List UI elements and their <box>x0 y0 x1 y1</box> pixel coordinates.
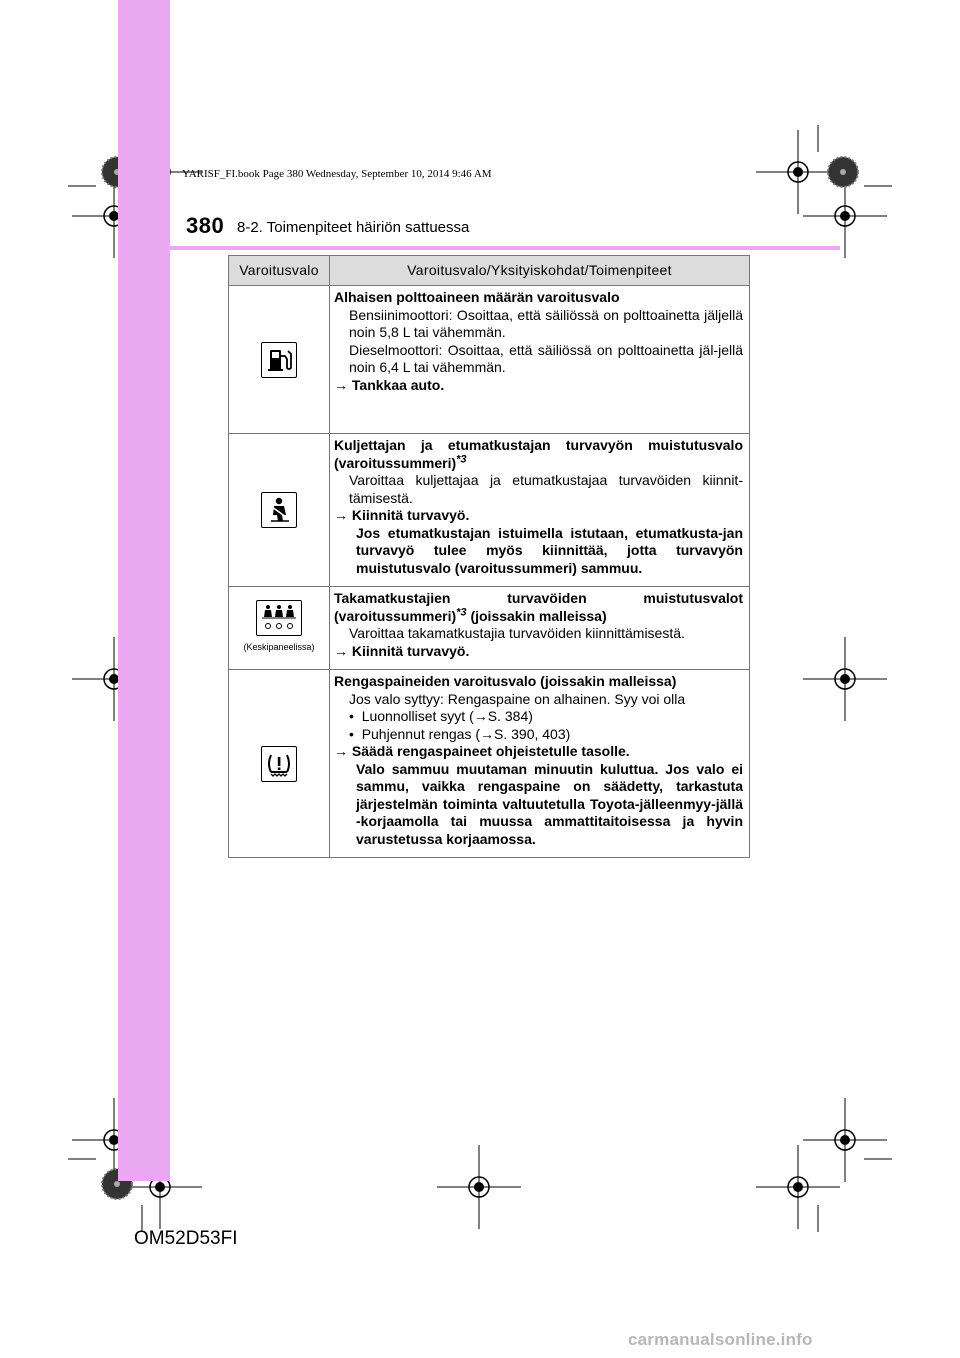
column-header-light: Varoitusvalo <box>229 256 330 286</box>
table-header-row <box>229 256 750 286</box>
rear-seatbelt-icon-wrap <box>243 600 314 657</box>
arrow-icon: → <box>473 708 488 724</box>
table-row <box>229 434 750 587</box>
row-title: Rengaspaineiden varoitusvalo (joissakin malleissa) <box>334 673 677 689</box>
row-action-detail: Valo sammuu muutaman minuutin kuluttua. Jos valo ei sammu, vaikka rengaspaine on säädetty, tarkastuta järjestelmän toiminta valtuutetulla Toyota-jälleenmyy-jällä -korjaamolla tai muussa ammattitaitoisessa ja hyvin varustetussa korjaamossa. <box>356 760 743 847</box>
section-title: 8-2. Toimenpiteet häiriön sattuessa <box>237 219 470 236</box>
row-line: Jos valo syttyy: Rengaspaine on alhainen. Syy voi olla <box>349 690 686 707</box>
column-header-details: Varoitusvalo/Yksityiskohdat/Toimenpiteet <box>330 256 750 286</box>
details-cell <box>330 434 750 587</box>
watermark: carmanualsonline.info <box>628 1330 813 1349</box>
bullet-icon: • <box>349 708 354 724</box>
bullet-item: • Puhjennut rengas (→S. 390, 403) <box>349 725 571 742</box>
row-action: → Säädä rengaspaineet ohjeistetulle tasolle. <box>334 743 630 759</box>
icon-caption: (Keskipaneelissa) <box>243 641 315 652</box>
seatbelt-icon <box>261 492 297 528</box>
row-line: Dieselmoottori: Osoittaa, että säiliössä on polttoainetta jäl-jellä noin 6,4 L tai vähemmän. <box>349 341 743 375</box>
table-row <box>229 587 750 670</box>
page-number: 380 <box>186 213 225 238</box>
row-title: Kuljettajan ja etumatkustajan turvavyön muistutusvalo (varoitussummeri)$^{*3}$ <box>334 437 743 471</box>
table-row <box>229 670 750 858</box>
details-cell <box>330 587 750 670</box>
icon-cell <box>229 434 330 587</box>
document-code: OM52D53FI <box>134 1228 238 1249</box>
footnote-marker: *3 <box>456 452 467 465</box>
arrow-icon: → <box>334 376 348 393</box>
row-title: Alhaisen polttoaineen määrän varoitusvalo <box>334 289 620 305</box>
icon-cell <box>229 286 330 434</box>
row-action: → Kiinnitä turvavyö. <box>334 642 470 659</box>
arrow-icon: → <box>334 743 348 759</box>
arrow-icon: → <box>480 725 494 742</box>
header-rule <box>118 246 840 250</box>
bullet-icon: • <box>349 725 354 742</box>
icon-cell <box>229 587 330 670</box>
row-action-detail: Jos etumatkustajan istuimella istutaan, etumatkusta-jan turvavyö tulee myös kiinnittää, jotta turvavyön muistutusvalo (varoitussummeri) sammuu. <box>356 524 743 576</box>
bullet-item: • Luonnolliset syyt (→S. 384) <box>349 708 533 724</box>
row-action: → Tankkaa auto. <box>334 376 445 393</box>
book-info-line: YARISF_FI.book Page 380 Wednesday, September 10, 2014 9:46 AM <box>182 168 492 180</box>
row-line: Bensiinimoottori: Osoittaa, että säiliössä on polttoainetta jäljellä noin 5,8 L tai vähemmän. <box>349 306 743 340</box>
row-line: Varoittaa takamatkustajia turvavöiden kiinnittämisestä. <box>349 625 685 641</box>
side-color-band <box>118 0 170 1181</box>
tire-pressure-icon <box>261 746 297 782</box>
row-action: → Kiinnitä turvavyö. <box>334 507 470 523</box>
details-cell <box>330 670 750 858</box>
table-row <box>229 286 750 434</box>
arrow-icon: → <box>334 507 348 523</box>
arrow-icon: → <box>334 642 348 659</box>
details-cell <box>330 286 750 434</box>
footnote-marker: *3 <box>456 605 467 618</box>
row-title: Takamatkustajien turvavöiden muistutusvalot (varoitussummeri)$^{*3}$ (joissakin malleissa) <box>334 590 743 624</box>
rear-seatbelt-icon <box>256 600 302 636</box>
fuel-pump-icon <box>261 342 297 378</box>
warning-light-table <box>228 255 750 858</box>
row-line: Varoittaa kuljettajaa ja etumatkustajaa turvavöiden kiinnit-tämisestä. <box>349 472 743 506</box>
icon-cell <box>229 670 330 858</box>
